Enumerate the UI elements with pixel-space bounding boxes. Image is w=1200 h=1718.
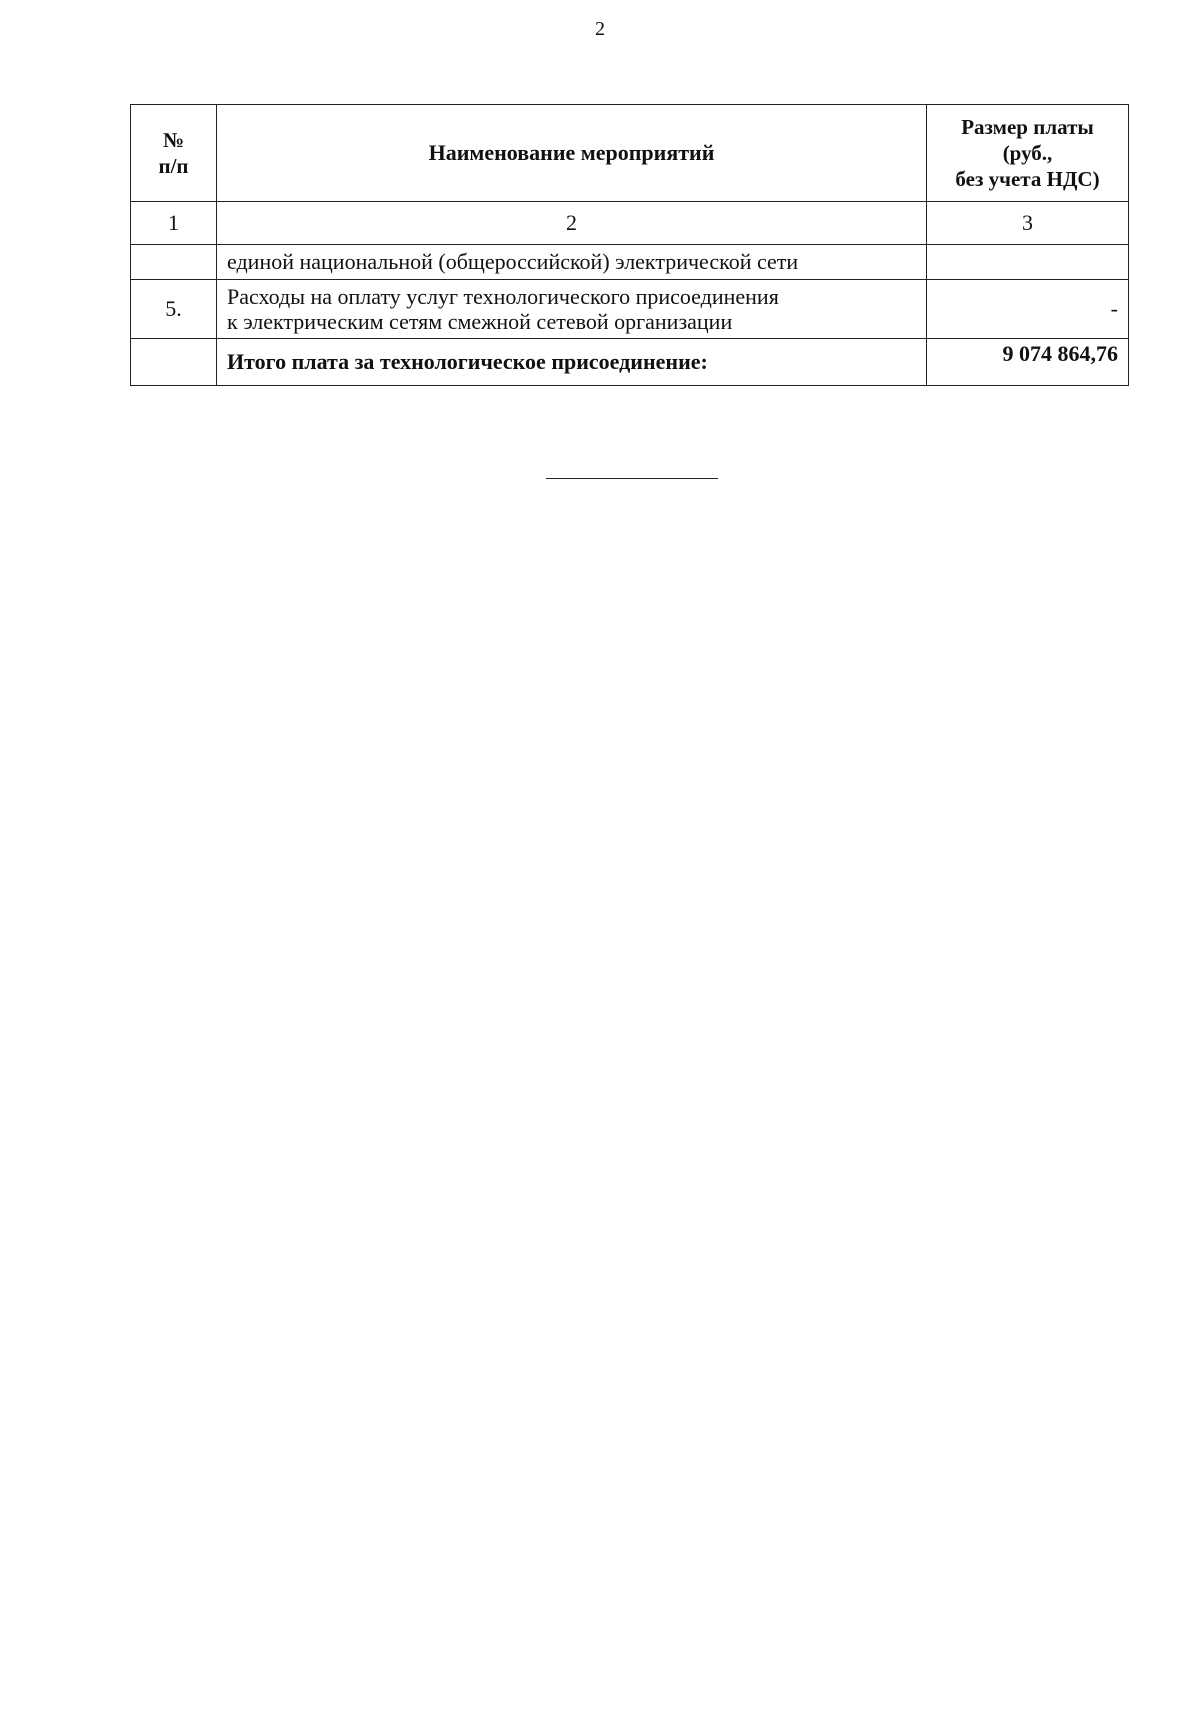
page-number: 2: [595, 18, 605, 40]
header-fee: Размер платы (руб., без учета НДС): [927, 105, 1129, 202]
end-divider-line: [546, 478, 718, 479]
row-name: единой национальной (общероссийской) электрической сети: [217, 245, 927, 280]
total-num: [131, 339, 217, 386]
total-label: Итого плата за технологическое присоединение:: [217, 339, 927, 386]
column-number-row: [131, 202, 1129, 245]
total-row: [131, 339, 1129, 386]
row-fee: -: [927, 280, 1129, 339]
row-name: Расходы на оплату услуг технологического присоединения к электрическим сетям смежной сетевой организации: [217, 280, 927, 339]
total-value: 9 074 864,76: [927, 339, 1129, 386]
row-num: [131, 245, 217, 280]
row-fee: [927, 245, 1129, 280]
fee-table: [130, 104, 1129, 386]
header-num: № п/п: [131, 105, 217, 202]
column-number: 3: [927, 202, 1129, 245]
table-row: [131, 245, 1129, 280]
table-row: [131, 280, 1129, 339]
table-header-row: [131, 105, 1129, 202]
header-name: Наименование мероприятий: [217, 105, 927, 202]
column-number: 1: [131, 202, 217, 245]
column-number: 2: [217, 202, 927, 245]
row-num: 5.: [131, 280, 217, 339]
